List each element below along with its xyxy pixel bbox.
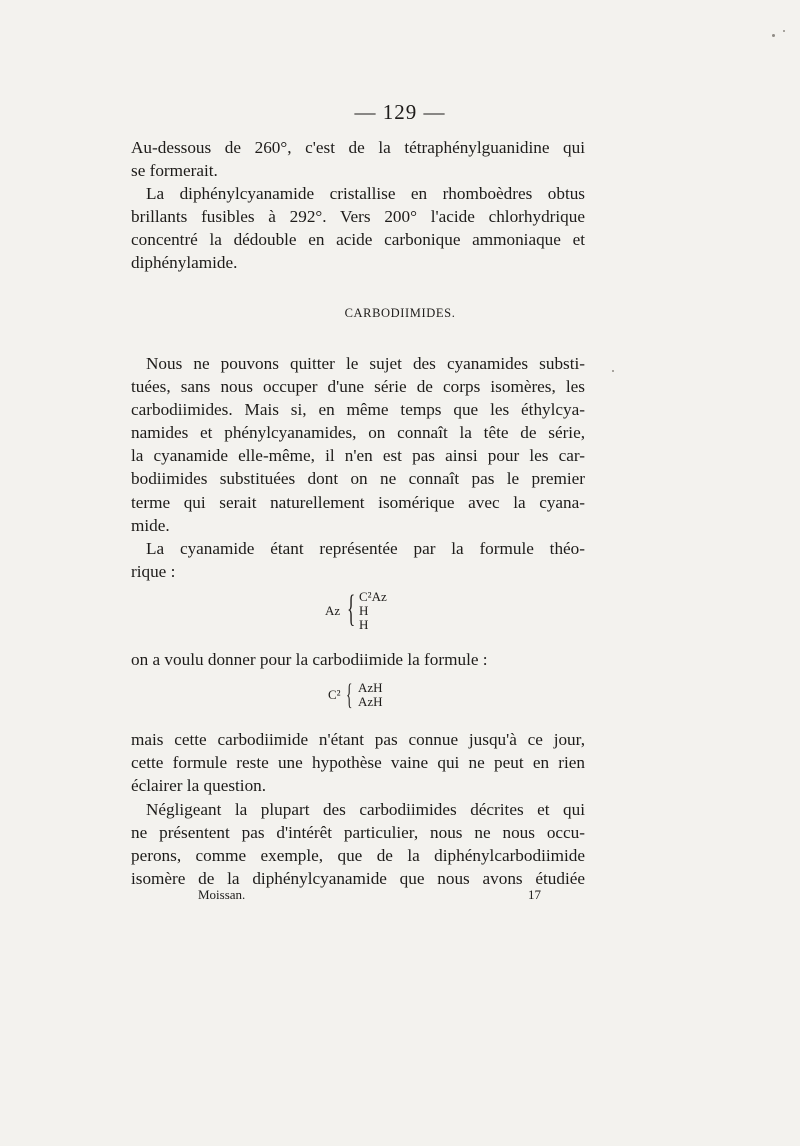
text-line: Négligeant la plupart des carbodiimides décrites et qui [146, 800, 585, 819]
formula-row: AzH [358, 680, 383, 695]
paragraph-6 [131, 728, 585, 797]
text-line: Nous ne pouvons quitter le sujet des cyanamides substi- [146, 354, 585, 373]
formula-row: C²Az [359, 589, 387, 604]
formula-row: AzH [358, 694, 383, 709]
formula-row: H [359, 617, 369, 632]
signature-mark: 17 [528, 887, 541, 902]
text-line: cette formule reste une hypothèse vaine qui ne peut en rien [131, 753, 585, 773]
formula-row: H [359, 603, 369, 618]
text-line: isomère de la diphénylcyanamide que nous avons étudiée [131, 869, 585, 889]
paragraph-1 [131, 136, 585, 182]
paper-speck [783, 30, 785, 32]
text-line: éclairer la question. [131, 776, 267, 796]
carbodiimide-formula [328, 680, 398, 710]
formula-left-symbol: C² [328, 687, 341, 702]
footer-author: Moissan. [198, 887, 246, 902]
text-line: brillants fusibles à 292°. Vers 200° l'acide chlorhydrique [131, 207, 585, 227]
text-line: ne présentent pas d'intérêt particulier, nous ne nous occu- [131, 823, 585, 843]
formula-left-symbol: Az [325, 603, 341, 618]
text-line: diphénylamide. [131, 253, 238, 273]
text-line: bodiimides substituées dont on ne connaît pas le premier [131, 469, 585, 489]
page-number-header: — 129 — [354, 100, 446, 124]
text-line: la cyanamide elle-même, il n'en est pas ainsi pour les car- [131, 446, 585, 466]
paragraph-3 [131, 352, 585, 537]
text-line: namides et phénylcyanamides, on connaît la tête de série, [131, 423, 585, 443]
text-line: Au-dessous de 260°, c'est de la tétraphénylguanidine qui [131, 138, 585, 157]
text-line: perons, comme exemple, que de la diphénylcarbodiimide [131, 846, 585, 866]
text-line: concentré la dédouble en acide carbonique ammoniaque et [131, 230, 585, 250]
section-heading: CARBODIIMIDES. [344, 306, 456, 320]
text-line: carbodiimides. Mais si, en même temps que les éthylcya- [131, 400, 585, 420]
text-line: mais cette carbodiimide n'étant pas connue jusqu'à ce jour, [131, 730, 585, 749]
brace-icon: { [346, 678, 353, 711]
paragraph-2 [131, 182, 585, 274]
text-line: tuées, sans nous occuper d'une série de corps isomères, les [131, 377, 585, 397]
text-line: mide. [131, 515, 170, 535]
paper-speck [612, 370, 614, 372]
text-line: rique : [131, 562, 176, 582]
text-line: La cyanamide étant représentée par la formule théo- [146, 539, 585, 558]
text-line: se formerait. [131, 161, 218, 181]
text-line: La diphénylcyanamide cristallise en rhomboèdres obtus [146, 184, 585, 203]
paper-speck [772, 34, 775, 37]
paragraph-7 [131, 798, 585, 890]
text-line: on a voulu donner pour la carbodiimide la formule : [131, 650, 488, 669]
paragraph-4 [131, 537, 585, 583]
text-line: terme qui serait naturellement isomérique avec la cyana- [131, 492, 585, 512]
brace-icon: { [347, 588, 356, 630]
cyanamide-formula [325, 588, 405, 632]
paragraph-5 [131, 648, 585, 671]
